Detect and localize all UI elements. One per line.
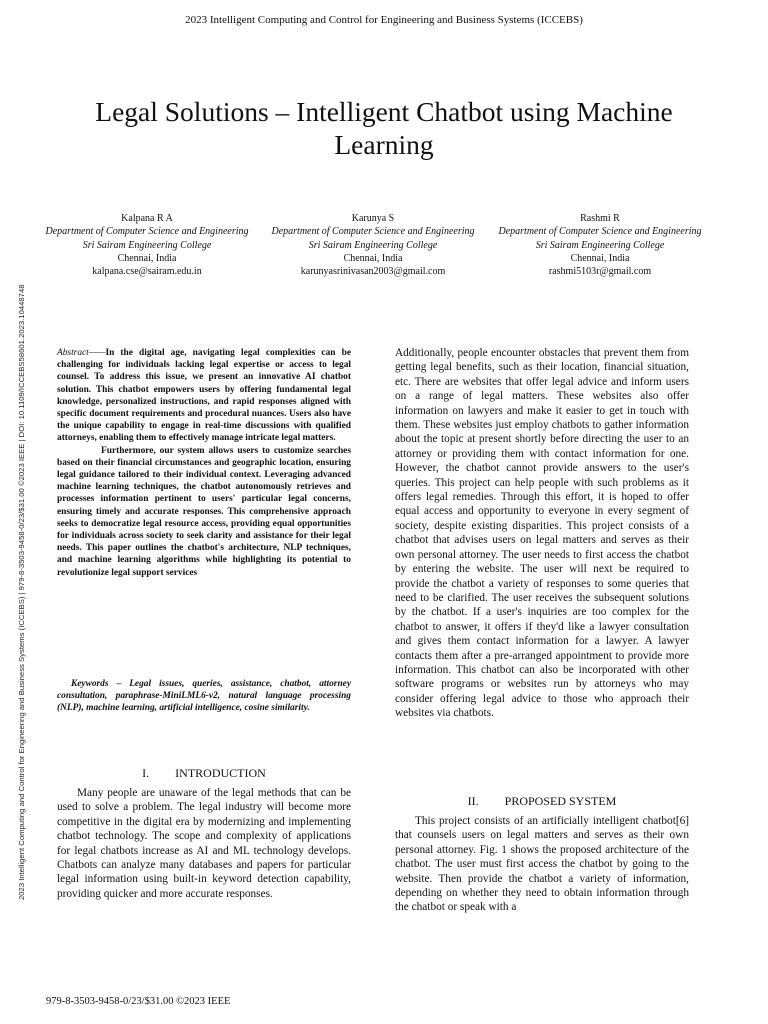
author-location: Chennai, India [570, 252, 630, 264]
side-doi-text: 2023 Intelligent Computing and Control for Engineering and Business Systems (ICCEBS) | 979-8-3503-9458-0/23/$31.00 ©2023 IEEE | DOI: 10.1109/ICCEBS58601.2023.10448748 [17, 284, 26, 900]
author-email: kalpana.cse@sairam.edu.in [92, 266, 202, 278]
abstract-para-1: In the digital age, navigating legal complexities can be challenging for individuals lacking legal expertise or access to legal counsel. To address this issue, we present an innovative AI chatbot solution. This chatbot empowers users by offering fundamental legal knowledge, personalized instructions, and rapid responses aligned with specific document requirements and procedural nuances. Users also have the unique capability to engage in real-time discussions with qualified attorneys, enabling them to effectively manage intricate legal matters. [57, 348, 351, 444]
author-college: Sri Sairam Engineering College [82, 239, 212, 251]
abstract-para-2: Furthermore, our system allows users to customize searches based on their financial circumstances and geographic location, ensuring legal guidance tailored to their individual context. Leveraging advanced machine learning techniques, the chatbot autonomously retrieves and processes information pertinent to users' particular legal concerns, ensuring timely and accurate responses. This comprehensive approach seeks to democratize legal resource access, providing equal opportunities for individuals across society to seek clarity and assistance for their legal needs. This paper outlines the chatbot's architecture, NLP techniques, and machine learning algorithms while highlighting its potential to revolutionize legal support services [57, 445, 351, 578]
author-college: Sri Sairam Engineering College [535, 239, 665, 251]
author-block [42, 212, 252, 278]
section-heading-proposed-system [395, 794, 689, 809]
author-college: Sri Sairam Engineering College [308, 239, 438, 251]
section-title: INTRODUCTION [175, 766, 266, 780]
author-location: Chennai, India [343, 252, 403, 264]
author-name: Kalpana R A [121, 213, 173, 224]
author-department: Department of Computer Science and Engineering [271, 226, 475, 238]
right-column-paragraph: Additionally, people encounter obstacles that prevent them from getting legal benefits, such as their location, financial situation, etc. There are websites that offer legal advice and inform users on a range of legal matters. These websites also offer information on lawyers and make it easier to get in touch with them. These websites just employ chatbots to gather information about the topic at present shortly before directing the user to an attorney or providing them with contact information for one. However, the chatbot cannot provide answers to the user's queries. This project can help people with such problems as it offers legal remedies. Through this effort, it is hoped to offer equal access and opportunity to everyone in every segment of society, despite existing disparities. This project consists of a chatbot that advises users on legal matters and serves as their own personal attorney. The user needs to first access the chatbot by entering the website. The user will next be required to provide the chatbot a variety of responses to some queries that need to be clarified. The user receives the subsequent solutions by the chatbot. If a user's inquiries are too complex for the chatbot to answer, it offers if they'd like a lawyer consultation and gives them contact information for a lawyer. A lawyer contacts them after a pre-arranged appointment to provide more information. This chatbot can also be incorporated with other software programs or websites run by attorneys who may consider offering legal advice to those who approach their websites via chatbots. [395, 347, 689, 720]
author-department: Department of Computer Science and Engineering [498, 226, 702, 238]
section-heading-introduction [57, 766, 351, 781]
author-department: Department of Computer Science and Engineering [45, 226, 249, 238]
keywords: Keywords – Legal issues, queries, assistance, chatbot, attorney consultation, paraphrase-MiniLML6-v2, natural language processing (NLP), machine learning, artificial intelligence, cosine similarity. [57, 679, 351, 714]
section-title: PROPOSED SYSTEM [504, 794, 617, 808]
proposed-system-body: This project consists of an artificially intelligent chatbot[6] that counsels users on legal matters and serves as their own personal attorney. Fig. 1 shows the proposed architecture of the chatbot. The user must first access the chatbot by going to the website. Then provide the chatbot a variety of information, depending on whether they need to obtain information through the chatbot or speak with a [395, 815, 689, 914]
author-email: karunyasrinivasan2003@gmail.com [300, 266, 446, 278]
conference-header: 2023 Intelligent Computing and Control for Engineering and Business Systems (ICCEBS) [185, 14, 583, 26]
section-number: I. [142, 766, 150, 780]
author-email: rashmi5103r@gmail.com [548, 266, 652, 278]
author-location: Chennai, India [117, 252, 177, 264]
abstract-label: Abstract—— [57, 348, 106, 358]
introduction-body: Many people are unaware of the legal methods that can be used to solve a problem. The legal industry will become more competitive in the digital era by modernizing and implementing chatbot technology. The scope and complexity of applications for legal chatbots increase as AI and ML technology develops. Chatbots can analyze many databases and papers for particular legal information using built-in keyword detection capability, providing quicker and more accurate responses. [57, 787, 351, 900]
section-number: II. [467, 794, 479, 808]
abstract [57, 347, 351, 579]
author-name: Rashmi R [580, 213, 620, 224]
author-name: Karunya S [351, 213, 395, 224]
paper-title: Legal Solutions – Intelligent Chatbot using Machine Learning [95, 96, 673, 160]
author-block [268, 212, 478, 278]
footer-copyright: 979-8-3503-9458-0/23/$31.00 ©2023 IEEE [46, 996, 231, 1007]
author-block [495, 212, 705, 278]
